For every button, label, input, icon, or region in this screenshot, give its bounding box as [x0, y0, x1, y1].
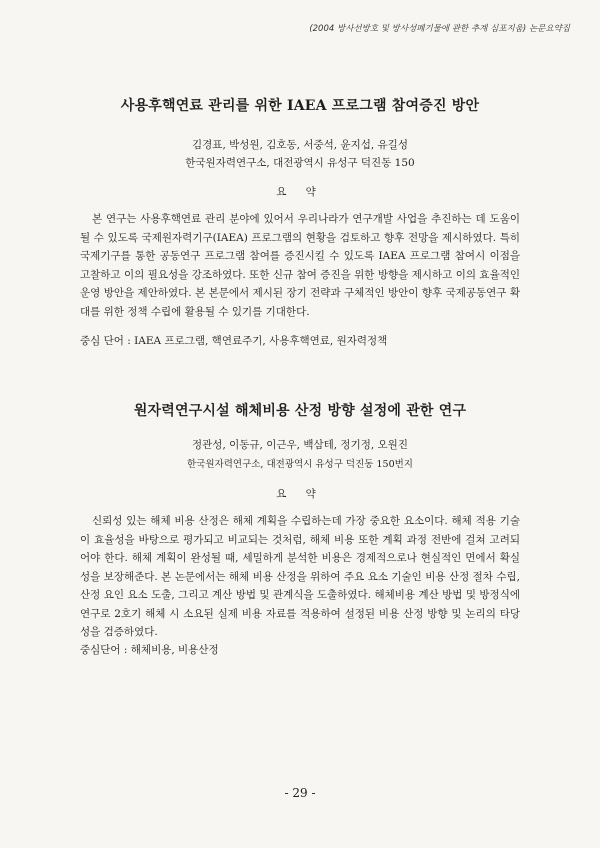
paper-2-authors: 정관성, 이동규, 이근우, 백삼테, 정기정, 오원진: [192, 439, 408, 451]
paper-1-authors: 김경표, 박성원, 김호동, 서중석, 윤지섭, 유길성: [192, 139, 408, 151]
paper-2-affiliation: 한국원자력연구소, 대전광역시 유성구 덕진동 150번지: [187, 459, 413, 470]
running-header: (2004 방사선방호 및 방사성폐기물에 관한 추계 심포지움) 논문요약집: [309, 24, 570, 34]
paper-2-title: 원자력연구시설 해체비용 산정 방향 설정에 관한 연구: [133, 403, 467, 419]
paper-1-title: 사용후핵연료 관리를 위한 IAEA 프로그램 참여증진 방안: [120, 98, 480, 114]
paper-1-abstract-heading: 요 약: [276, 186, 324, 198]
paper-1-affiliation: 한국원자력연구소, 대전광역시 유성구 덕진동 150: [185, 157, 415, 169]
paper-1-abstract: 본 연구는 사용후핵연료 관리 분야에 있어서 우리나라가 연구개발 사업을 추진하는 데 도움이 될 수 있도록 국제원자력기구(IAEA) 프로그램의 현황을 검토하고 향후 전망을 제시하였다. 특히 국제기구를 통한 공동연구 프로그램 참여를 증진시킬 수 있도록 IAEA 프로그램 참여시 이점을 고찰하고 이의 필요성을 강조하였다. 또한 신규 참여 증진을 위한 방향을 제시하고 이의 효율적인 운영 방안을 제안하였다. 본 본문에서 제시된 장기 전략과 구체적인 방안이 향후 국제공동연구 확대를 위한 정책 수립에 활용될 수 있기를 기대한다.: [80, 213, 520, 318]
paper-1-keywords: 중심 단어 : IAEA 프로그램, 핵연료주기, 사용후핵연료, 원자력정책: [80, 335, 388, 347]
page-number: - 29 -: [284, 786, 316, 800]
paper-2-abstract: 신뢰성 있는 해체 비용 산정은 해체 계획을 수립하는데 가장 중요한 요소이다. 해체 적용 기술이 효율성을 바탕으로 평가되고 비교되는 것처럼, 해체 비용 또한 계획 과정 전반에 걸쳐 고려되어야 한다. 해체 계획이 완성될 때, 세밀하게 분석한 비용은 경제적으로나 현실적인 면에서 확실성을 보장해준다. 본 논문에서는 해체 비용 산정을 위하여 주요 요소 기술인 비용 산정 절차 수립, 산정 요인 요소 도출, 그리고 계산 방법 및 관계식을 도출하였다. 해체비용 계산 방법 및 방정식에 연구로 2호기 해체 시 소요된 실제 비용 자료를 적용하여 설정된 비용 산정 방향 및 논리의 타당성을 검증하였다.: [80, 515, 520, 638]
paper-2-keywords: 중심단어 : 해체비용, 비용산정: [80, 644, 219, 656]
paper-2-abstract-heading: 요 약: [276, 488, 324, 500]
